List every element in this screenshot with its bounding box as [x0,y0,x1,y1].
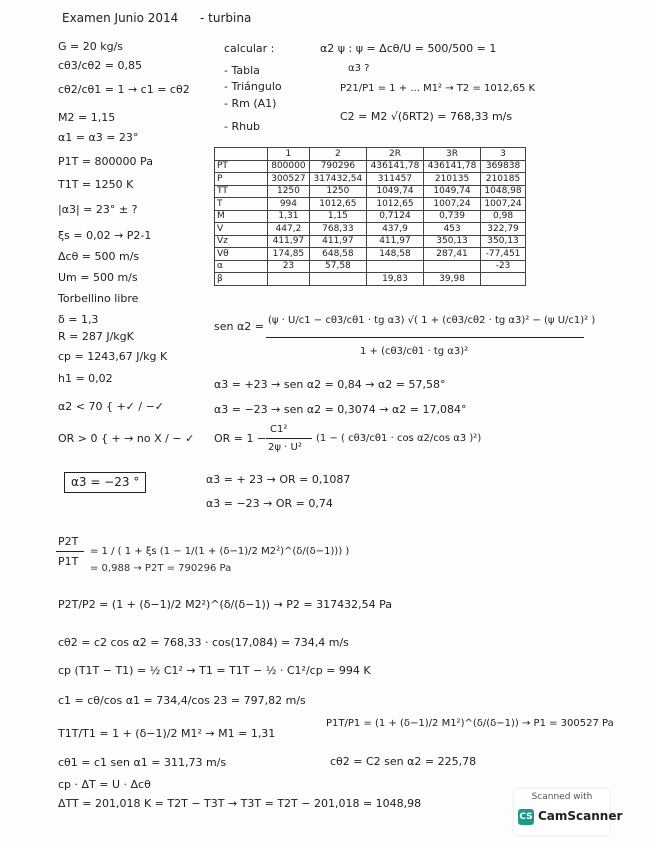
table-cell: 350,13 [424,235,481,248]
table-cell: 1012,65 [309,198,366,211]
table-row-label: V [215,223,268,236]
table-cell: 174,85 [268,248,310,261]
cp-energy-eq: cp (T1T − T1) = ½ C1² → T1 = T1T − ½ · C1²/cp = 994 K [58,664,371,677]
p2-static-eq: P2T/P2 = (1 + (δ−1)/2 M2²)^(δ/(δ−1)) → P2 = 317432,54 Pa [58,598,392,611]
sen-alpha2-lhs: sen α2 = [214,320,264,333]
p1-eq: P1T/P1 = (1 + (δ−1)/2 M1²)^(δ/(δ−1)) → P1 = 300527 Pa [326,718,614,729]
table-row [215,160,526,173]
psi-equation: α2 ψ : ψ = Δcθ/U = 500/500 = 1 [320,42,497,55]
table-cell: 1048,98 [481,185,526,198]
table-cell: 436141,78 [366,160,423,173]
table-cell: 411,97 [309,235,366,248]
table-row-label: β [215,273,268,286]
table-cell [309,273,366,286]
or-fraction-bar [266,438,312,439]
given-item: ξs = 0,02 → P2-1 [58,229,152,242]
table-cell: 1,31 [268,210,310,223]
given-item: M2 = 1,15 [58,111,116,124]
table-cell: 1049,74 [366,185,423,198]
case-alpha3-positive: α3 = +23 → sen α2 = 0,84 → α2 = 57,58° [214,378,446,391]
table-row-label: P [215,173,268,186]
table-cell: 994 [268,198,310,211]
m1-eq: T1T/T1 = 1 + (δ−1)/2 M1² → M1 = 1,31 [58,727,276,740]
table-row [215,210,526,223]
p2t-result: = 0,988 → P2T = 790296 Pa [90,563,232,574]
given-item: Δcθ = 500 m/s [58,250,140,263]
given-item: cθ3/cθ2 = 0,85 [58,59,142,72]
exam-subject: - turbina [200,11,252,25]
table-cell: 148,58 [366,248,423,261]
or-tail: (1 − ( cθ3/cθ1 · cos α2/cos α3 )²) [316,433,482,444]
sen-alpha2-numerator: (ψ · U/c1 − cθ3/cθ1 · tg α3) √( 1 + (cθ3/cθ2 · tg α3)² − (ψ U/c1)² ) [268,315,596,326]
table-header-cell: 3R [424,148,481,161]
case-alpha3-negative: α3 = −23 → sen α2 = 0,3074 → α2 = 17,084° [214,403,467,416]
table-row [215,185,526,198]
table-row-label: T [215,198,268,211]
table-header-cell: 2 [309,148,366,161]
table-cell: -23 [481,260,526,273]
given-item: T1T = 1250 K [58,178,134,191]
table-header-cell [215,148,268,161]
or-fraction-den: 2ψ · U² [268,442,302,453]
or-positive: α3 = + 23 → OR = 0,1087 [206,473,351,486]
camscanner-logo-icon: CS [518,809,534,825]
table-row [215,235,526,248]
given-item: R = 287 J/kgK [58,330,134,343]
table-header-cell: 2R [366,148,423,161]
p2t-ratio-bar [56,551,84,552]
or-condition: OR > 0 { + → no X / − ✓ [58,432,195,445]
table-cell: 0,739 [424,210,481,223]
ce1-eq: cθ1 = c1 sen α1 = 311,73 m/s [58,756,227,769]
given-item: |α3| = 23° ± ? [58,203,138,216]
table-cell: 436141,78 [424,160,481,173]
table-cell: 1049,74 [424,185,481,198]
delta-t-eq: ΔTT = 201,018 K = T2T − T3T → T3T = T2T − 201,018 = 1048,98 [58,797,422,810]
table-cell [481,273,526,286]
table-cell: 1007,24 [481,198,526,211]
table-cell: 322,79 [481,223,526,236]
pressure-ratio-eq: P21/P1 = 1 + ... M1² → T2 = 1012,65 K [340,83,536,94]
table-cell: 1012,65 [366,198,423,211]
ce2b-eq: cθ2 = C2 sen α2 = 225,78 [330,755,477,768]
table-cell: 800000 [268,160,310,173]
todo-item: - Rm (A1) [224,97,277,110]
table-header-cell: 3 [481,148,526,161]
alpha3-question: α3 ? [348,63,370,74]
sen-alpha2-denominator: 1 + (cθ3/cθ1 · tg α3)² [360,346,469,357]
given-item: cθ2/cθ1 = 1 → c1 = cθ2 [58,83,190,96]
p2t-formula: = 1 / ( 1 + ξs (1 − 1/(1 + (δ−1)/2 M2²)^(δ/(δ−1))) ) [90,546,350,557]
table-cell: 768,33 [309,223,366,236]
table-header-row [215,148,526,161]
table-cell: 1,15 [309,210,366,223]
given-item: δ = 1,3 [58,313,99,326]
table-row-label: Vθ [215,248,268,261]
camscanner-badge [514,789,623,835]
table-cell: 210185 [481,173,526,186]
table-cell: 311457 [366,173,423,186]
table-row-label: TT [215,185,268,198]
table-header-cell: 1 [268,148,310,161]
table-cell: 1007,24 [424,198,481,211]
camscanner-name: CamScanner [538,809,623,823]
table-cell: 0,98 [481,210,526,223]
or-negative: α3 = −23 → OR = 0,74 [206,497,333,510]
todo-item: calcular : [224,42,275,55]
table-cell: 287,41 [424,248,481,261]
given-item: P1T = 800000 Pa [58,155,153,168]
table-cell: 1250 [268,185,310,198]
or-label: OR = 1 − [214,432,267,445]
given-item: Um = 500 m/s [58,271,138,284]
table-row-label: PT [215,160,268,173]
table-cell: 453 [424,223,481,236]
given-item: h1 = 0,02 [58,372,113,385]
given-item: α1 = α3 = 23° [58,131,139,144]
table-cell: 39,98 [424,273,481,286]
c1-eq: c1 = cθ/cos α1 = 734,4/cos 23 = 797,82 m/s [58,694,306,707]
table-row [215,260,526,273]
table-row [215,198,526,211]
table-cell: 447,2 [268,223,310,236]
or-fraction-num: C1² [270,424,288,435]
given-item: Torbellino libre [58,292,139,305]
given-item: G = 20 kg/s [58,40,124,53]
cp-dt-eq: cp · ΔT = U · Δcθ [58,778,151,791]
results-table [214,147,526,286]
table-cell [424,260,481,273]
table-cell: 648,58 [309,248,366,261]
table-cell: 1250 [309,185,366,198]
table-cell [268,273,310,286]
table-cell: 0,7124 [366,210,423,223]
table-cell: 437,9 [366,223,423,236]
final-alpha3-box: α3 = −23 ° [64,472,146,493]
alpha2-condition: α2 < 70 { +✓ / −✓ [58,400,165,413]
c2-equation: C2 = M2 √(δRT2) = 768,33 m/s [340,110,513,123]
todo-item: - Rhub [224,120,261,133]
todo-item: - Triángulo [224,80,282,93]
sen-alpha2-fraction-bar [266,337,584,338]
table-cell: -77,451 [481,248,526,261]
table-cell: 369838 [481,160,526,173]
table-cell: 23 [268,260,310,273]
table-cell: 317432,54 [309,173,366,186]
table-row [215,248,526,261]
table-cell: 790296 [309,160,366,173]
ce2-eq: cθ2 = c2 cos α2 = 768,33 · cos(17,084) = 734,4 m/s [58,636,349,649]
table-cell [366,260,423,273]
table-row [215,173,526,186]
p2t-ratio-num: P2T [58,535,79,548]
exam-title: Examen Junio 2014 [62,11,179,25]
table-cell: 210135 [424,173,481,186]
todo-item: - Tabla [224,64,260,77]
table-row-label: M [215,210,268,223]
p2t-ratio-den: P1T [58,555,79,568]
table-cell: 411,97 [268,235,310,248]
table-row [215,223,526,236]
scanned-with-text: Scanned with [531,792,593,802]
table-cell: 300527 [268,173,310,186]
table-cell: 57,58 [309,260,366,273]
table-row [215,273,526,286]
table-cell: 19,83 [366,273,423,286]
given-item: cp = 1243,67 J/kg K [58,350,168,363]
table-cell: 350,13 [481,235,526,248]
table-row-label: Vz [215,235,268,248]
table-row-label: α [215,260,268,273]
table-cell: 411,97 [366,235,423,248]
